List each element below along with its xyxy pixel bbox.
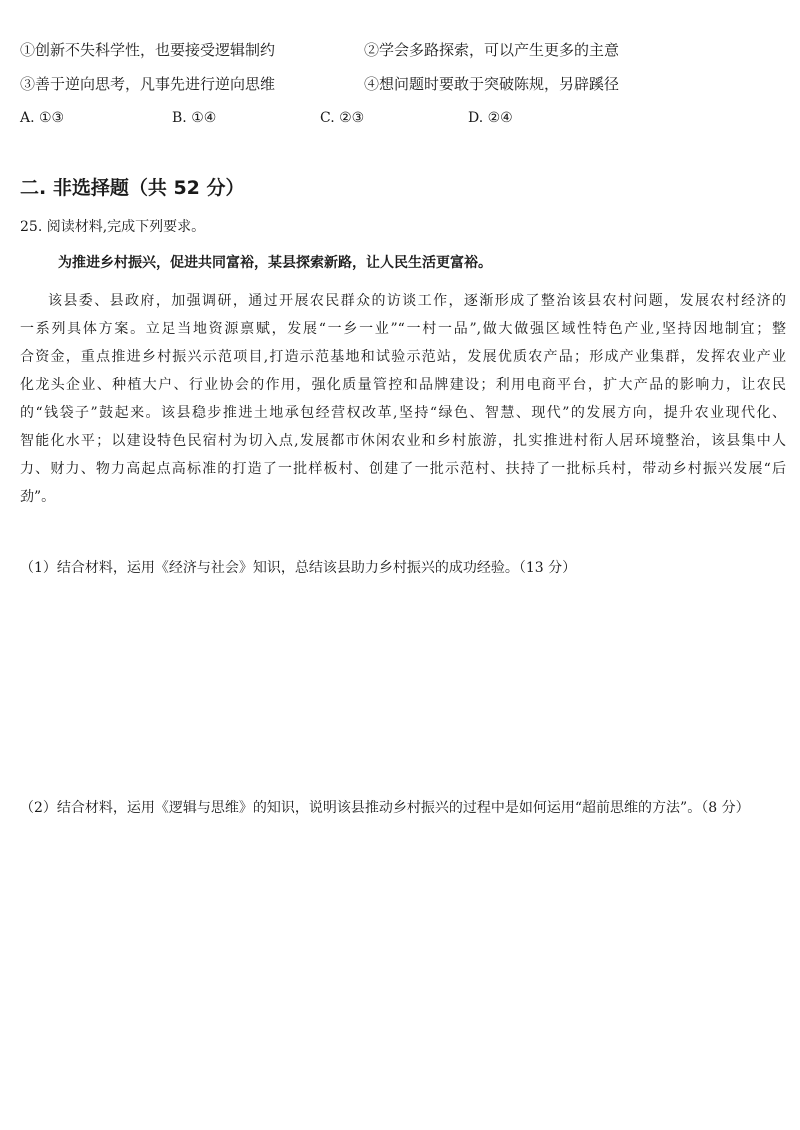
choice-d: D. ②④ [468,110,513,126]
section-title: 二. 非选择题（共 52 分） [20,177,245,199]
option-item-2: ②学会多路探索，可以产生更多的主意 [364,41,620,59]
option-row-1 [20,40,620,60]
question-intro: 25. 阅读材料,完成下列要求。 [20,219,206,235]
choice-c: C. ②③ [320,110,365,126]
material-line: 劲”。 [20,489,56,505]
material-line: 力、财力、物力高起点高标准的打造了一批样板村、创建了一批示范村、扶持了一批标兵村，带动乡村振兴发展“后 [20,461,786,477]
option-row-2 [20,74,620,94]
option-item-1: ①创新不失科学性，也要接受逻辑制约 [20,41,276,59]
subquestion-2: （2）结合材料，运用《逻辑与思维》的知识，说明该县推动乡村振兴的过程中是如何运用“超前思维的方法”。（8 分） [20,800,750,816]
material-passage [20,287,786,511]
material-line: 智能化水平；以建设特色民宿村为切入点,发展都市休闲农业和乡村旅游，扎实推进村衔人居环境整治，该县集中人 [20,433,786,449]
option-item-4: ④想问题时要敢于突破陈规，另辟蹊径 [364,75,620,93]
material-line: 的“钱袋子”鼓起来。该县稳步推进土地承包经营权改革,坚持“绿色、智慧、现代”的发展方向，提升农业现代化、 [20,405,786,421]
material-line: 一系列具体方案。立足当地资源禀赋，发展“一乡一业”“一村一品”,做大做强区域性特色产业,坚持因地制宜；整 [20,321,786,337]
material-line: 合资金，重点推进乡村振兴示范项目,打造示范基地和试验示范站，发展优质农产品；形成产业集群，发挥农业产业 [20,349,786,365]
material-line: 化龙头企业、种植大户、行业协会的作用，强化质量管控和品牌建设；利用电商平台，扩大产品的影响力，让农民 [20,377,786,393]
material-line: 该县委、县政府，加强调研，通过开展农民群众的访谈工作，逐渐形成了整治该县农村问题，发展农村经济的 [48,293,786,309]
option-item-3: ③善于逆向思考，凡事先进行逆向思维 [20,75,276,93]
choice-b: B. ①④ [172,110,217,126]
material-title: 为推进乡村振兴，促进共同富裕，某县探索新路，让人民生活更富裕。 [58,255,492,271]
choice-a: A. ①③ [20,110,65,126]
subquestion-1: （1）结合材料，运用《经济与社会》知识，总结该县助力乡村振兴的成功经验。（13 分） [20,560,577,576]
